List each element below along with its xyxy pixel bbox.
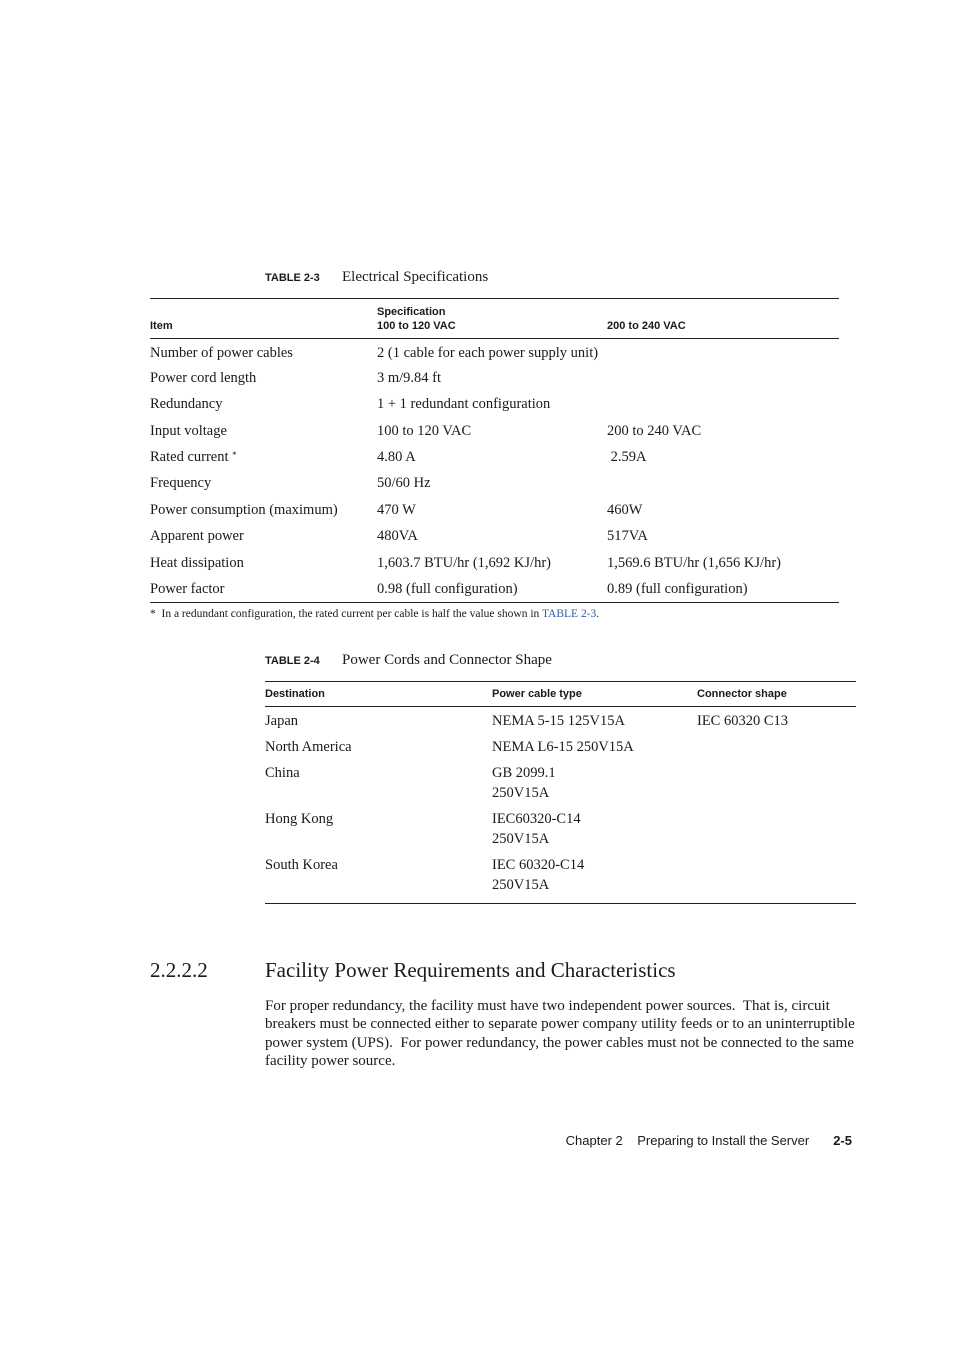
footer-chapter: Chapter 2	[565, 1133, 623, 1148]
cell-200-240	[607, 365, 839, 391]
section-paragraph: For proper redundancy, the facility must have two independent power sources. That is, circuit breakers must be connected either to separate power company utility feeds or to an uninterruptible power system (UPS). For power redundancy, the power cables must not be connected to the same facility power source.	[265, 998, 859, 1069]
table-row	[265, 707, 856, 734]
table-header-row	[265, 682, 856, 707]
cell-item	[150, 444, 377, 470]
cell-200-240: 0.89 (full configuration)	[607, 581, 748, 598]
footnote-marker: *	[232, 450, 237, 461]
table-2-3-footnote	[150, 608, 599, 620]
cell-200-240: 200 to 240 VAC	[607, 422, 702, 439]
cell-cable-type	[492, 851, 697, 904]
cell-200-240: 1,569.6 BTU/hr (1,656 KJ/hr)	[607, 554, 781, 571]
footnote-text: In a redundant configuration, the rated current per cable is half the value shown in	[161, 608, 542, 620]
page-footer	[566, 1133, 852, 1148]
header-100-120	[377, 299, 607, 339]
cell-item: Number of power cables	[150, 345, 293, 361]
cable-line: 250V15A	[492, 877, 550, 893]
cable-line: GB 2099.1	[492, 765, 556, 781]
cell-cable-type	[492, 733, 697, 759]
table-row	[150, 444, 839, 470]
cell-item: Input voltage	[150, 422, 227, 439]
table-2-4-label: TABLE 2-4	[265, 655, 320, 667]
table-2-4-title: Power Cords and Connector Shape	[342, 652, 552, 668]
cell-connector	[697, 733, 856, 759]
table-2-3-caption	[265, 269, 488, 286]
cell-destination: China	[265, 765, 300, 781]
cell-100-120: 50/60 Hz	[377, 475, 431, 492]
table-2-3-label: TABLE 2-3	[265, 272, 320, 284]
cell-connector	[697, 805, 856, 851]
table-row	[150, 576, 839, 602]
footnote-end: .	[596, 608, 600, 620]
cell-cable-type	[492, 707, 697, 734]
table-2-3-title: Electrical Specifications	[342, 269, 489, 285]
cell-connector	[697, 851, 856, 904]
table-row	[150, 550, 839, 576]
table-2-4-caption	[265, 652, 552, 669]
cell-destination: Japan	[265, 713, 299, 729]
header-power-cable-type: Power cable type	[492, 682, 697, 707]
cell-200-240: 460W	[607, 501, 643, 518]
cable-line: IEC 60320-C14	[492, 857, 585, 873]
section-title: Facility Power Requirements and Characteristics	[265, 958, 676, 982]
cell-100-120: 1,603.7 BTU/hr (1,692 KJ/hr)	[377, 554, 551, 571]
cell-200-240	[607, 470, 839, 496]
cell-destination: Hong Kong	[265, 811, 334, 827]
cell-200-240: 517VA	[607, 528, 648, 545]
cell-item: Frequency	[150, 475, 212, 492]
cell-100-120: 1 + 1 redundant configuration	[377, 396, 551, 413]
cell-cable-type	[492, 759, 697, 805]
footnote-mark: *	[150, 608, 156, 620]
cell-200-240	[607, 391, 839, 417]
cell-200-240	[607, 339, 839, 365]
cell-item: Power factor	[150, 581, 225, 598]
header-specification: Specification	[377, 306, 446, 318]
cell-item: Heat dissipation	[150, 554, 244, 571]
cell-item: Power cord length	[150, 369, 257, 386]
cell-100-120: 3 m/9.84 ft	[377, 369, 442, 386]
cell-connector: IEC 60320 C13	[697, 713, 789, 729]
section-number: 2.2.2.2	[150, 958, 208, 982]
cell-item-text: Rated current	[150, 449, 229, 466]
cell-item: Power consumption (maximum)	[150, 501, 338, 518]
cell-100-120: 4.80 A	[377, 449, 416, 466]
cell-100-120: 100 to 120 VAC	[377, 422, 472, 439]
cable-line: 250V15A	[492, 785, 550, 801]
table-row	[150, 497, 839, 523]
cable-line: IEC60320-C14	[492, 811, 581, 827]
cell-destination: North America	[265, 739, 352, 755]
cable-line: NEMA 5-15 125V15A	[492, 713, 625, 729]
cell-100-120: 470 W	[377, 501, 416, 518]
cell-cable-type	[492, 805, 697, 851]
header-destination: Destination	[265, 682, 492, 707]
table-header-row	[150, 299, 839, 339]
cell-connector	[697, 759, 856, 805]
table-row	[150, 523, 839, 549]
cable-line: NEMA L6-15 250V15A	[492, 739, 634, 755]
table-row	[265, 733, 856, 759]
cell-200-240: 2.59A	[607, 449, 647, 466]
cell-100-120: 480VA	[377, 528, 418, 545]
table-row	[150, 391, 839, 417]
footer-chapter-title: Preparing to Install the Server	[637, 1133, 810, 1148]
header-200-240: 200 to 240 VAC	[607, 299, 839, 339]
table-row	[150, 365, 839, 391]
table-row	[265, 759, 856, 805]
table-row	[150, 418, 839, 444]
electrical-specifications-table	[150, 298, 839, 603]
table-row	[150, 339, 839, 365]
page-number: 2-5	[833, 1133, 852, 1148]
header-100-120-label: 100 to 120 VAC	[377, 320, 456, 332]
table-row	[265, 805, 856, 851]
power-cords-table	[265, 681, 856, 904]
table-2-3-xref-link[interactable]: TABLE 2-3	[541, 608, 597, 620]
cell-100-120: 0.98 (full configuration)	[377, 581, 518, 598]
header-item: Item	[150, 299, 377, 339]
table-row	[150, 470, 839, 496]
cell-item: Redundancy	[150, 396, 223, 413]
table-row	[265, 851, 856, 904]
cell-item: Apparent power	[150, 528, 244, 545]
header-connector-shape: Connector shape	[697, 682, 856, 707]
cell-100-120: 2 (1 cable for each power supply unit)	[377, 345, 599, 361]
cell-destination: South Korea	[265, 857, 338, 873]
cable-line: 250V15A	[492, 831, 550, 847]
